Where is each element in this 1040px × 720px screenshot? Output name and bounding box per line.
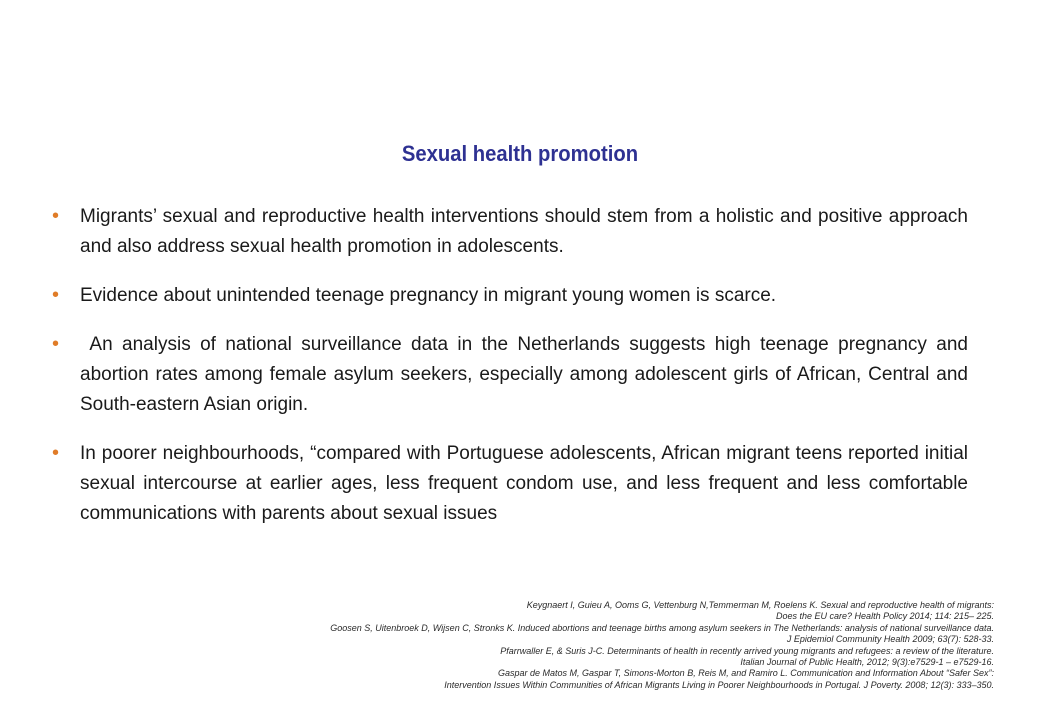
reference-line: Pfarrwaller E, & Suris J-C. Determinants of health in recently arrived young migrants and refugees: a review of the literature. [500,645,994,656]
bullet-list [52,202,974,529]
bullet-dot-icon: • [52,333,60,355]
bullet-item [52,202,968,262]
bullet-item [52,281,968,311]
references [274,600,994,691]
reference-line: Does the EU care? Health Policy 2014; 114: 215– 225. [776,611,994,622]
bullet-text: Migrants’ sexual and reproductive health interventions should stem from a holistic and positive approach and also address sexual health promotion in adolescents. [80,206,968,257]
reference-line: Italian Journal of Public Health, 2012; 9(3):e7529-1 – e7529-16. [740,657,994,668]
bullet-text: An analysis of national surveillance data in the Netherlands suggests high teenage pregnancy and abortion rates among female asylum seekers, especially among adolescent girls of African, Central and South-eastern Asian origin. [80,334,974,415]
bullet-dot-icon: • [52,284,60,306]
slide-title: Sexual health promotion [401,141,639,166]
bullet-dot-icon: • [52,205,60,227]
bullet-item [52,439,968,529]
reference-line: Gaspar de Matos M, Gaspar T, Simons-Morton B, Reis M, and Ramiro L. Communication and Information About “Safer Sex”: [497,668,994,679]
bullet-text: Evidence about unintended teenage pregnancy in migrant young women is scarce. [80,285,777,306]
reference-line: Keygnaert I, Guieu A, Ooms G, Vettenburg N,Temmerman M, Roelens K. Sexual and reproductive health of migrants: [526,600,994,610]
bullet-dot-icon: • [52,442,60,464]
reference-line: J Epidemiol Community Health 2009; 63(7): 528-33. [786,634,994,645]
bullet-text: In poorer neighbourhoods, “compared with Portuguese adolescents, African migrant teens reported initial sexual intercourse at earlier ages, less frequent condom use, and less frequent and less comfortable communications with parents about sexual issues [80,443,968,524]
reference-line: Goosen S, Uitenbroek D, Wijsen C, Stronks K. Induced abortions and teenage births among asylum seekers in The Netherlands: analysis of national surveillance data. [330,622,994,633]
bullet-item [52,330,974,420]
reference-line: Intervention Issues Within Communities of African Migrants Living in Poorer Neighbourhoods in Portugal. J Poverty. 2008; 12(3): 333–350. [444,679,994,690]
